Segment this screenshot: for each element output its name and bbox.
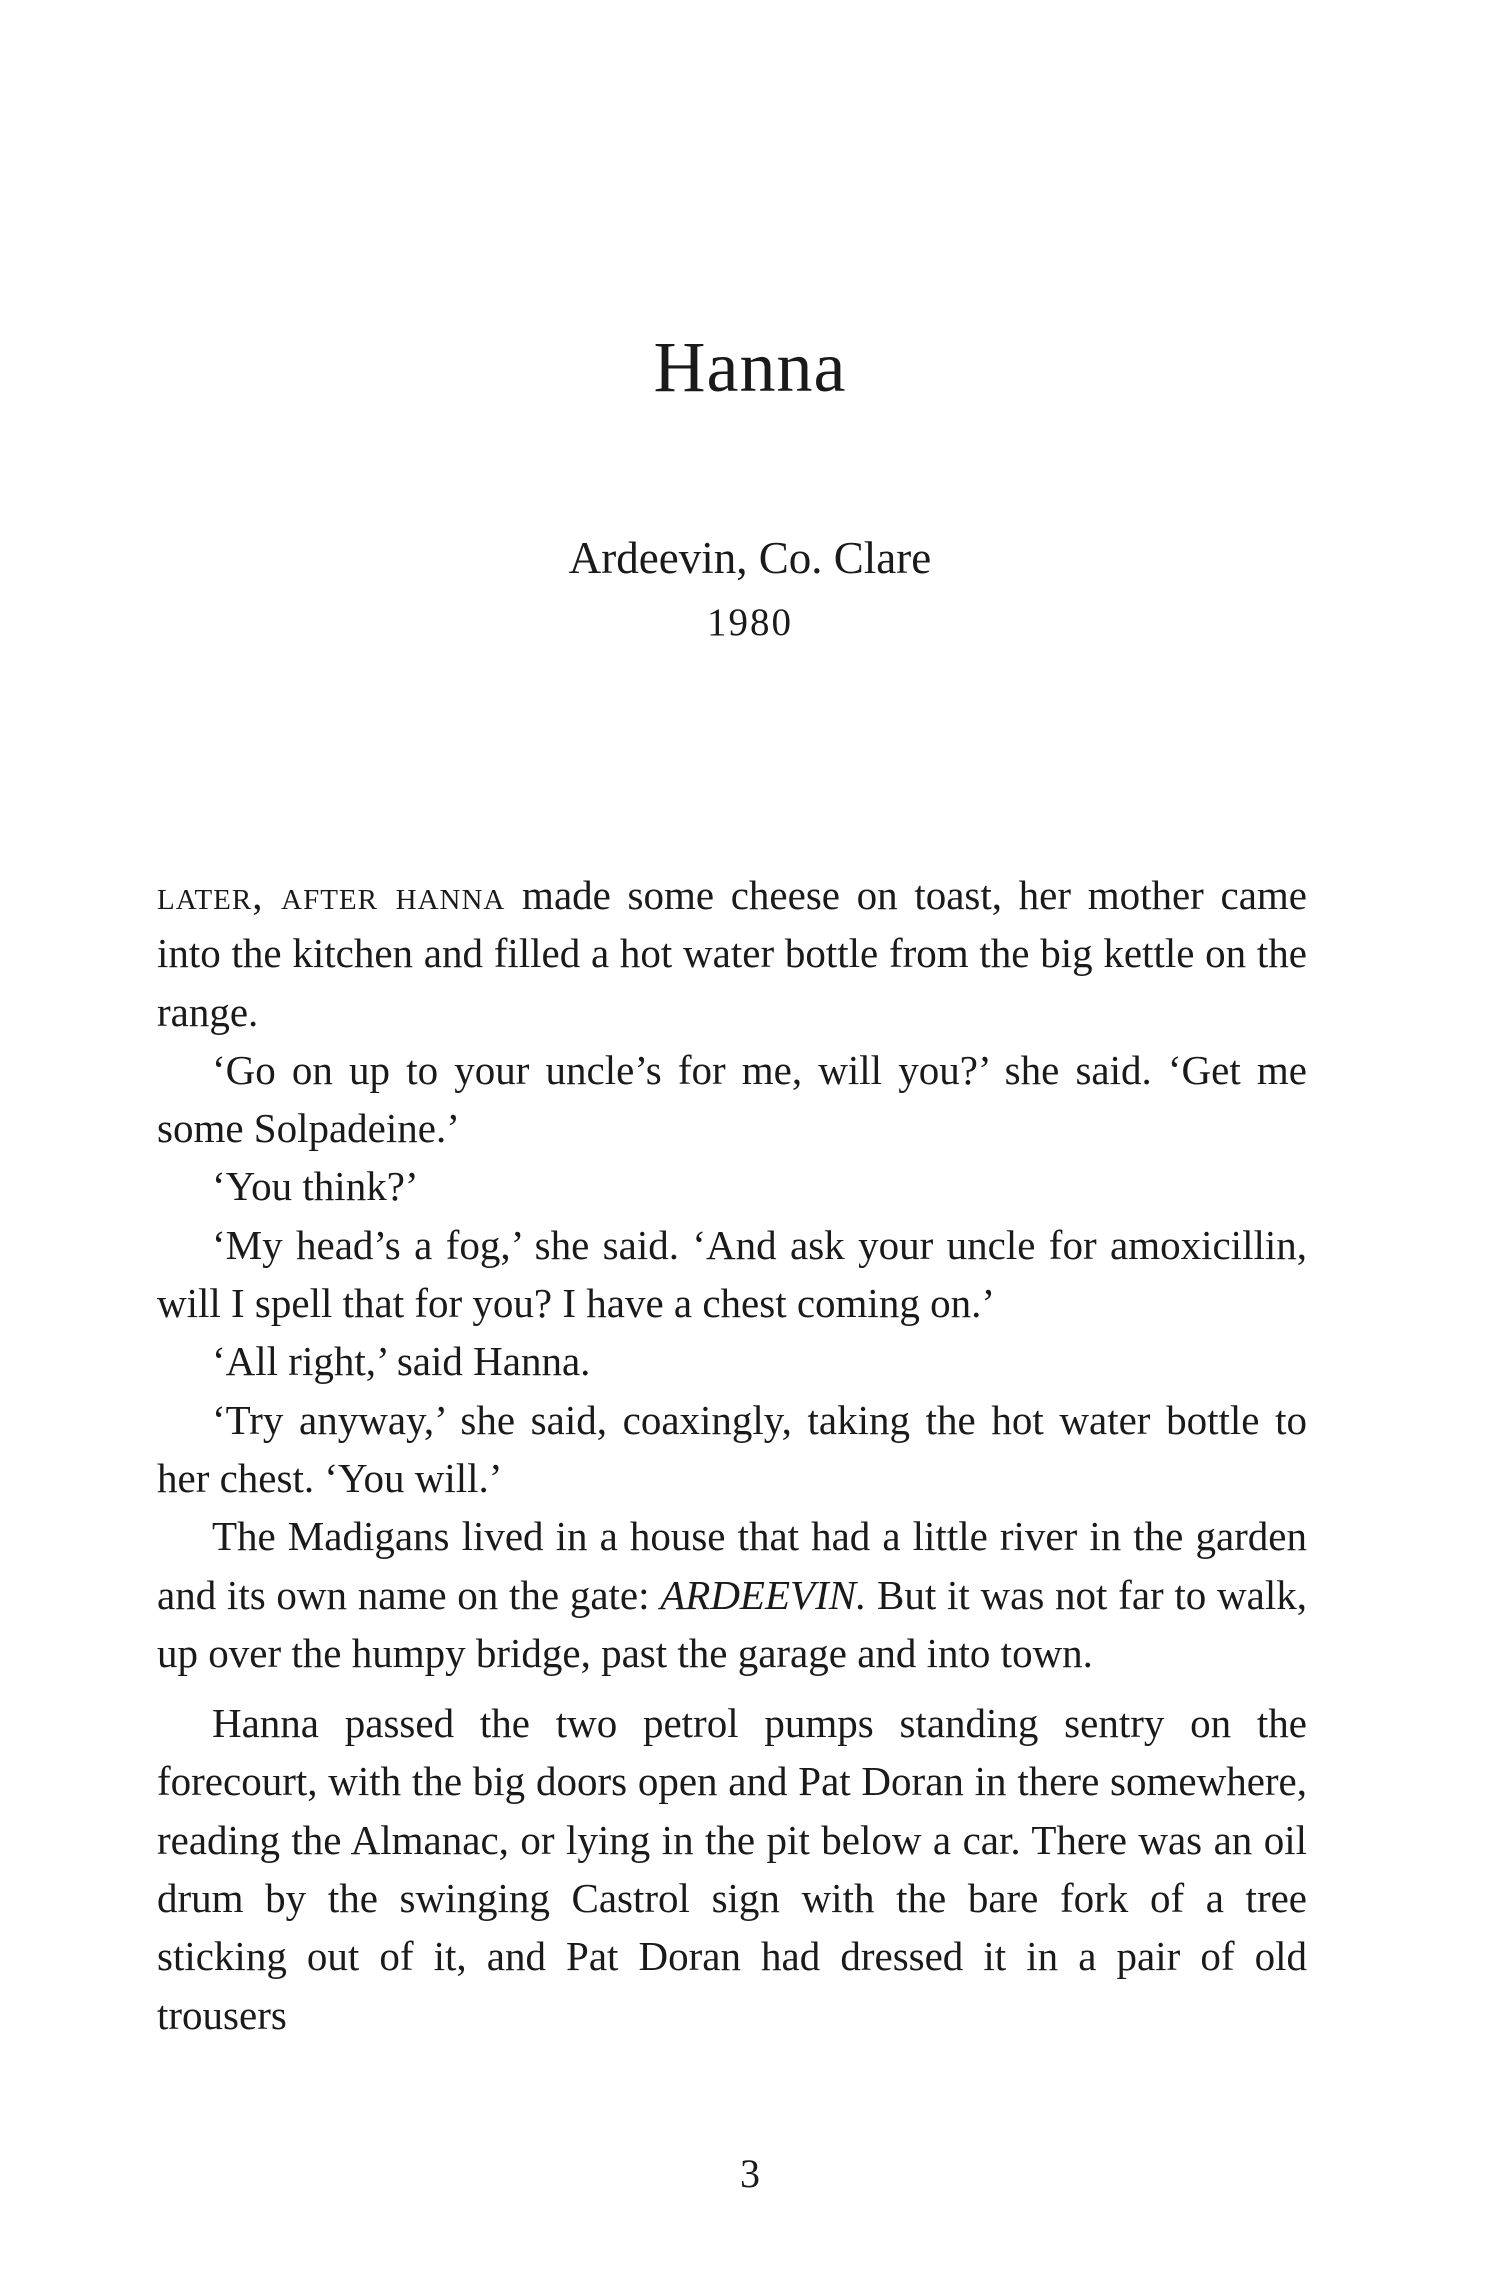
paragraph-7 xyxy=(157,1507,1307,1682)
chapter-year: 1980 xyxy=(707,601,793,644)
chapter-body xyxy=(157,866,1307,2044)
paragraph-6: ‘Try anyway,’ she said, coaxingly, taking the hot water bottle to her chest. ‘You will.’ xyxy=(157,1396,1307,1501)
paragraph-1 xyxy=(157,866,1307,1041)
paragraph-5: ‘All right,’ said Hanna. xyxy=(212,1338,591,1385)
paragraph-1-text: made some cheese on toast, her mother came into the kitchen and filled a hot water bottle from the big kettle on the range. xyxy=(157,872,1307,1035)
paragraph-4: ‘My head’s a fog,’ she said. ‘And ask your uncle for amoxicillin, will I spell that for you? I have a chest coming on.’ xyxy=(157,1221,1307,1327)
paragraph-3: ‘You think?’ xyxy=(212,1163,419,1210)
paragraph-7-text-a: The Madigans lived in a house that had a little river in the garden and its own name on the gate: xyxy=(157,1513,1307,1618)
paragraph-2: ‘Go on up to your uncle’s for me, will you?’ she said. ‘Get me some Solpadeine.’ xyxy=(157,1046,1307,1152)
opening-small-caps: later, after hanna xyxy=(157,872,506,918)
paragraph-7-text-b: But it was not far to walk, up over the humpy bridge, past the garage and into town. xyxy=(157,1571,1307,1676)
chapter-place: Ardeevin, Co. Clare xyxy=(568,533,932,583)
chapter-title: Hanna xyxy=(653,327,847,407)
paragraph-8: Hanna passed the two petrol pumps standing sentry on the forecourt, with the big doors open and Pat Doran in there somewhere, reading the Almanac, or lying in the pit below a car. There was an oil drum by the swinging Castrol sign with the bare fork of a tree sticking out of it, and Pat Doran had dressed it in a pair of old trousers xyxy=(157,1700,1307,2038)
page-number: 3 xyxy=(740,2151,760,2196)
house-name: ARDEEVIN. xyxy=(660,1571,867,1618)
